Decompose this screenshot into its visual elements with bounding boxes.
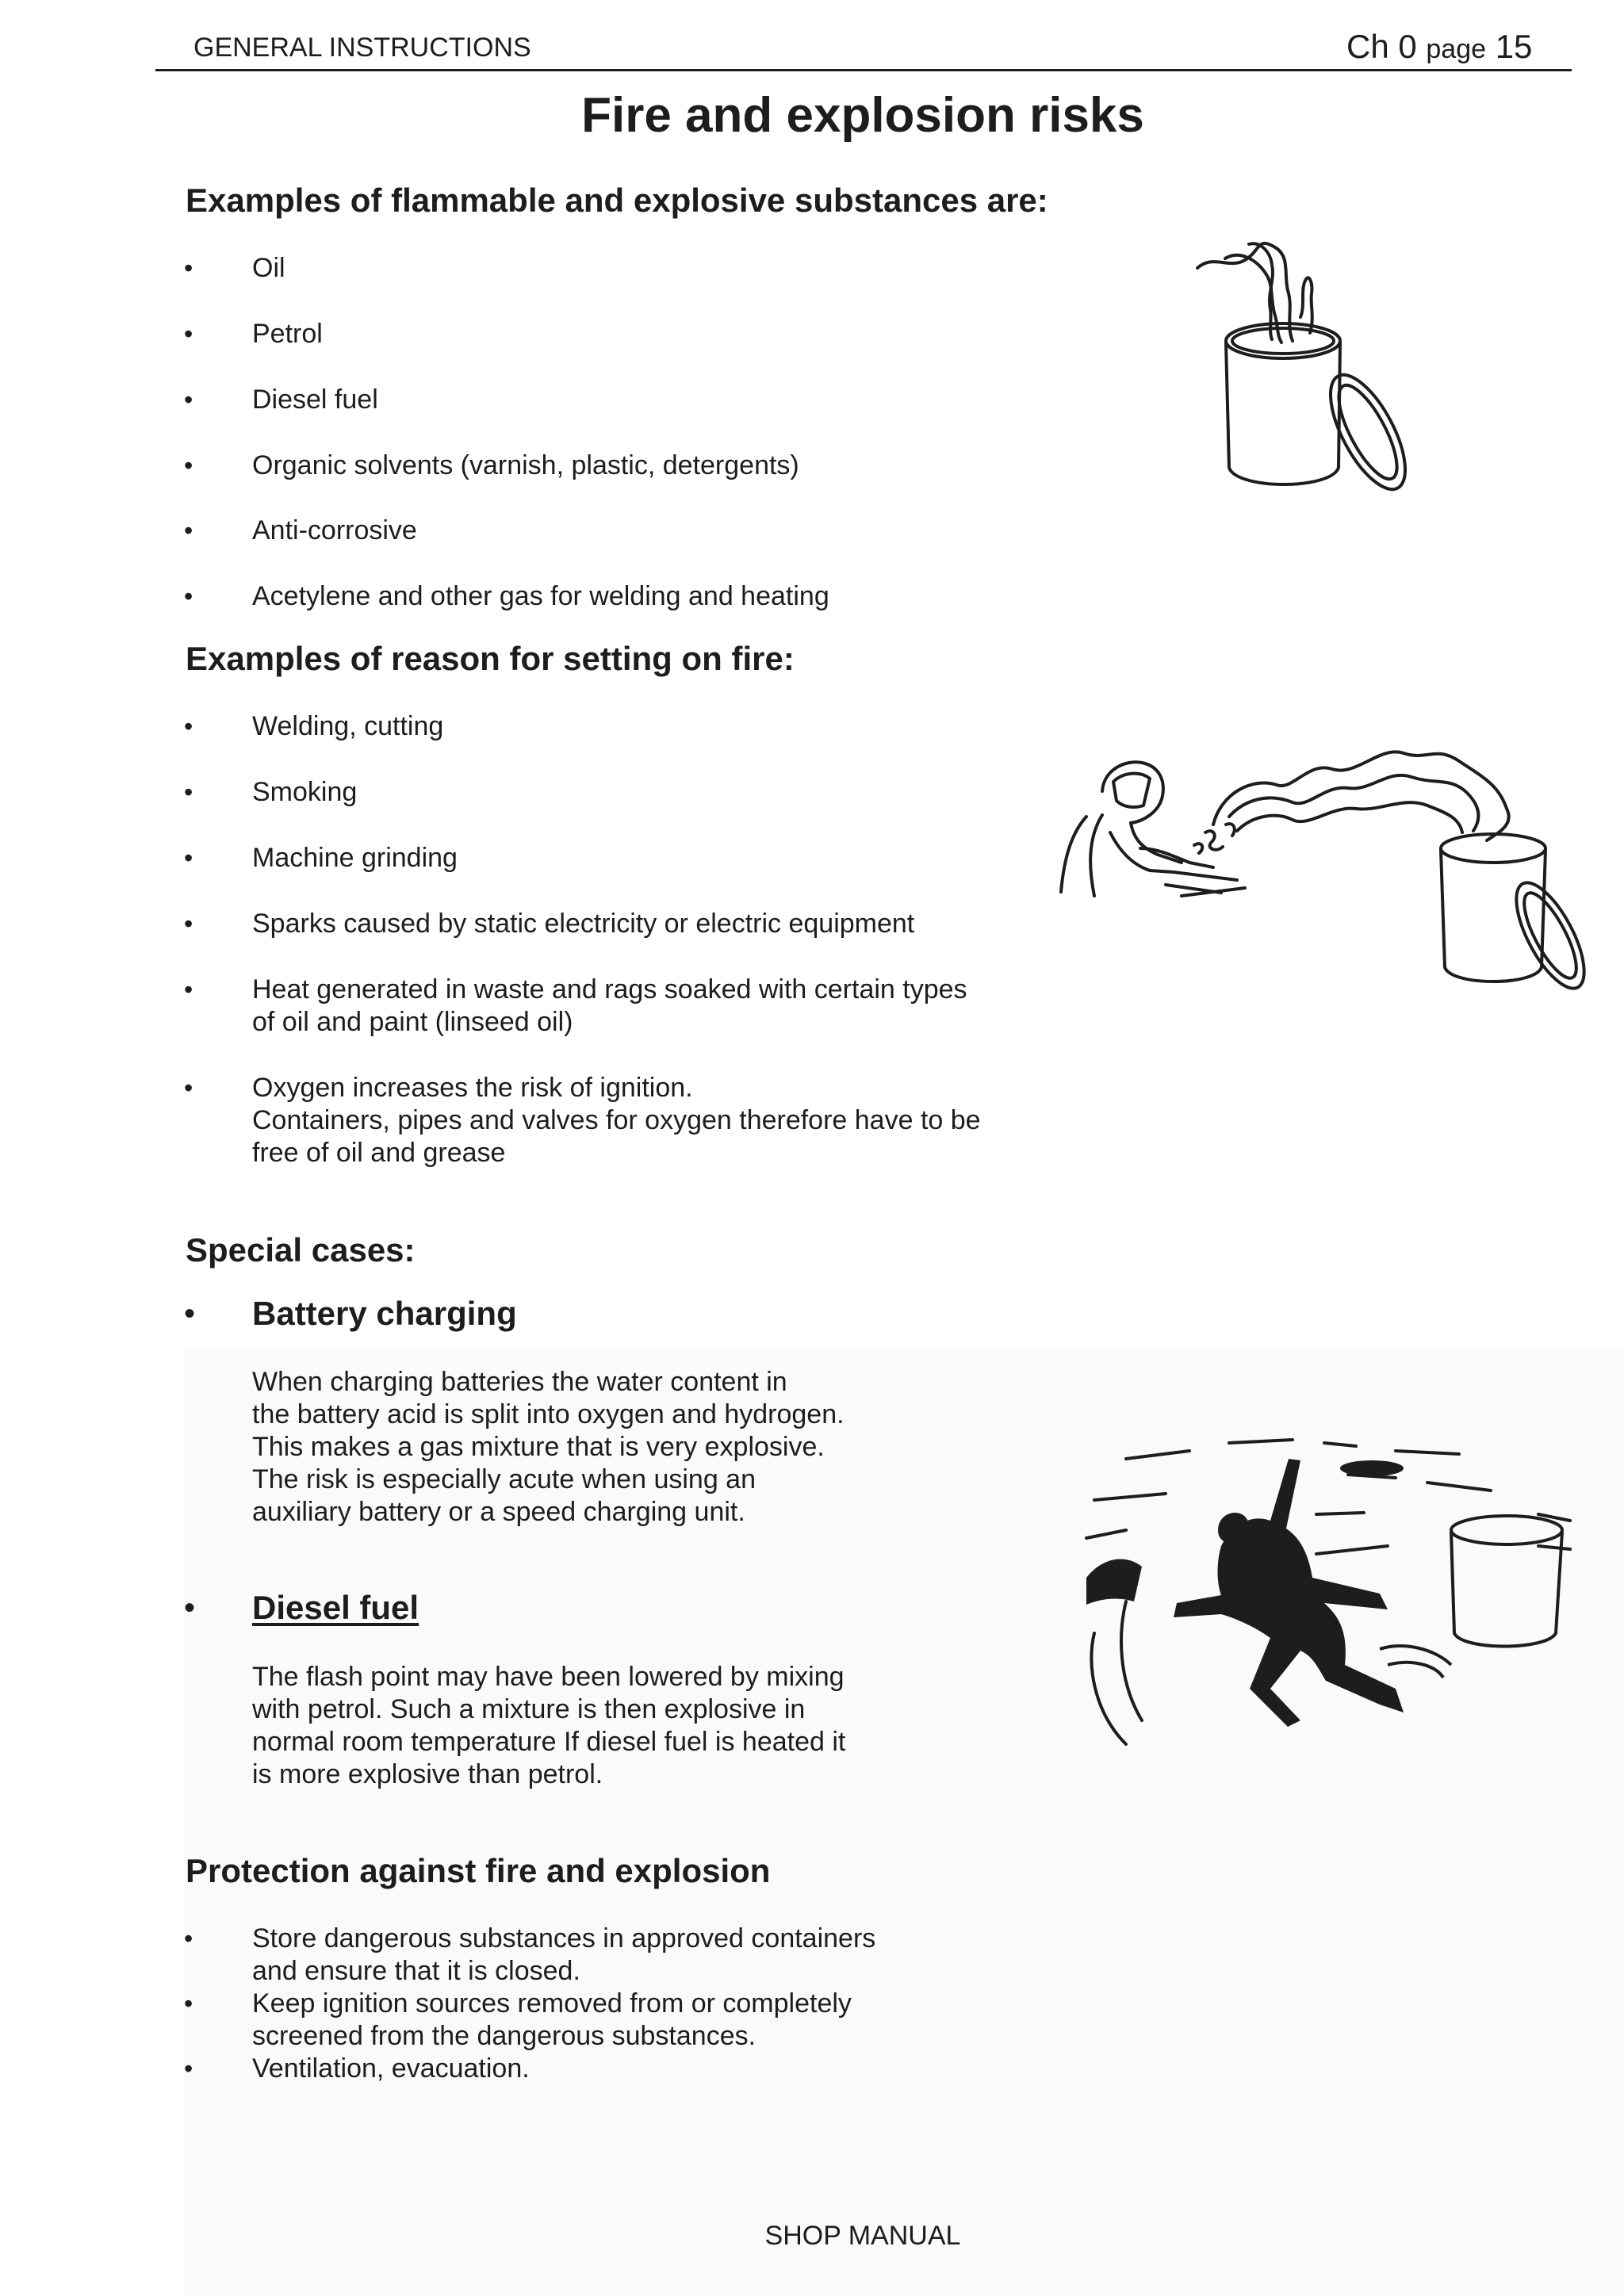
- bullet: •: [184, 1073, 193, 1102]
- bullet: •: [184, 1989, 193, 2018]
- explosion-victim-illustration: [1063, 1427, 1594, 1760]
- list-item: Sparks caused by static electricity or electric equipment: [252, 909, 915, 939]
- bullet: •: [184, 975, 193, 1004]
- list-item-line: free of oil and grease: [252, 1138, 506, 1168]
- can-body: [1226, 342, 1340, 484]
- bullet: •: [184, 451, 193, 480]
- smoke-line: [1213, 752, 1509, 840]
- paragraph-line: The flash point may have been lowered by mixing: [252, 1662, 845, 1692]
- list-item: Welding, cutting: [252, 711, 444, 741]
- page-number: 15: [1495, 28, 1533, 65]
- battery-charging-title: Battery charging: [252, 1295, 517, 1332]
- paragraph-line: with petrol. Such a mixture is then explosive in: [252, 1694, 806, 1724]
- bullet: •: [184, 909, 193, 938]
- bullet: •: [184, 582, 193, 610]
- paragraph-line: the battery acid is split into oxygen and hydrogen.: [252, 1399, 845, 1429]
- paragraph-line: auxiliary battery or a speed charging unit.: [252, 1497, 745, 1527]
- page-word: page: [1426, 34, 1487, 64]
- welder-ignition-illustration: [1055, 729, 1578, 999]
- list-item-line: Store dangerous substances in approved containers: [252, 1923, 876, 1954]
- flammable-heading: Examples of flammable and explosive substances are:: [186, 182, 1048, 219]
- list-item-line: Oxygen increases the risk of ignition.: [252, 1073, 693, 1103]
- bullet: •: [184, 254, 193, 282]
- list-item-line: screened from the dangerous substances.: [252, 2021, 756, 2051]
- debris-line: [1091, 1601, 1142, 1744]
- bullet: •: [184, 516, 193, 545]
- paragraph-line: normal room temperature If diesel fuel is heated it: [252, 1727, 846, 1757]
- can-rim: [1441, 834, 1545, 863]
- list-item-line: and ensure that it is closed.: [252, 1956, 580, 1986]
- paragraph-line: The risk is especially acute when using an: [252, 1464, 756, 1494]
- list-item-line: Ventilation, evacuation.: [252, 2053, 530, 2084]
- bullet: •: [184, 1924, 193, 1953]
- protection-heading: Protection against fire and explosion: [186, 1852, 771, 1889]
- fuming-can-illustration: [1182, 238, 1419, 507]
- bullet: •: [184, 1296, 196, 1331]
- ignition-heading: Examples of reason for setting on fire:: [186, 640, 795, 677]
- list-item: Anti-corrosive: [252, 515, 417, 545]
- bullet: •: [184, 1590, 196, 1625]
- list-item-line: Heat generated in waste and rags soaked with certain types: [252, 974, 967, 1004]
- person-head: [1218, 1513, 1249, 1544]
- list-item: Oil: [252, 253, 285, 283]
- can-rim: [1451, 1516, 1562, 1544]
- welder-visor: [1113, 774, 1150, 807]
- list-item: Diesel fuel: [252, 385, 378, 415]
- list-item-line: of oil and paint (linseed oil): [252, 1007, 573, 1037]
- bullet: •: [184, 712, 193, 740]
- paragraph-line: When charging batteries the water content in: [252, 1367, 787, 1397]
- welding-torch: [1166, 872, 1245, 896]
- diesel-fuel-title: Diesel fuel: [252, 1589, 419, 1626]
- header-rule: [155, 69, 1572, 71]
- list-item: Smoking: [252, 777, 358, 807]
- can-body: [1451, 1532, 1562, 1647]
- page-title: Fire and explosion risks: [581, 88, 1144, 143]
- bullet: •: [184, 844, 193, 872]
- bullet: •: [184, 320, 193, 348]
- list-item: Petrol: [252, 319, 323, 349]
- header-section-label: GENERAL INSTRUCTIONS: [193, 33, 531, 63]
- blast-cloud: [1340, 1460, 1404, 1476]
- list-item: Machine grinding: [252, 843, 458, 873]
- list-item-line: Containers, pipes and valves for oxygen therefore have to be: [252, 1105, 981, 1135]
- blast-ring: [1380, 1646, 1451, 1678]
- list-item-line: Keep ignition sources removed from or completely: [252, 1988, 852, 2019]
- smoke-line: [1237, 802, 1462, 832]
- debris-left: [1086, 1559, 1142, 1605]
- special-cases-heading: Special cases:: [186, 1231, 416, 1269]
- chapter-label: Ch 0: [1346, 28, 1417, 65]
- paragraph-line: is more explosive than petrol.: [252, 1759, 603, 1789]
- can-body: [1441, 850, 1545, 982]
- welder-body: [1061, 815, 1182, 896]
- header-page-reference: [1346, 27, 1532, 69]
- bullet: •: [184, 385, 193, 414]
- paragraph-line: This makes a gas mixture that is very explosive.: [252, 1432, 825, 1462]
- can-rim-inner: [1232, 328, 1334, 354]
- list-item: Organic solvents (varnish, plastic, detergents): [252, 450, 799, 480]
- footer-label: SHOP MANUAL: [764, 2221, 961, 2251]
- list-item: Acetylene and other gas for welding and heating: [252, 581, 829, 611]
- blast-line: [1086, 1440, 1570, 1554]
- can-lid: [1316, 364, 1420, 499]
- bullet: •: [184, 2054, 193, 2083]
- welder-helmet: [1102, 762, 1163, 823]
- sparks: [1194, 824, 1235, 853]
- person-silhouette: [1174, 1459, 1404, 1727]
- bullet: •: [184, 778, 193, 806]
